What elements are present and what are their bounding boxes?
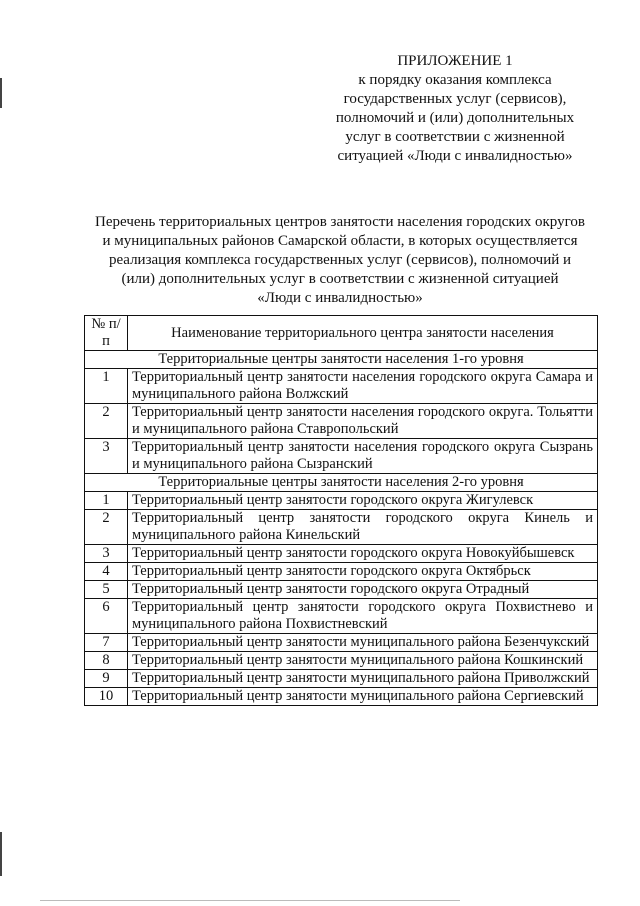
center-name: Территориальный центр занятости населения городского округа Сызрань и муниципального района Сызранский bbox=[128, 439, 598, 474]
table-header-row bbox=[85, 316, 598, 351]
appendix-line: полномочий и (или) дополнительных bbox=[335, 110, 575, 126]
heading-line: (или) дополнительных услуг в соответствии с жизненной ситуацией bbox=[121, 271, 559, 287]
scan-margin-mark bbox=[0, 78, 2, 108]
row-number: 5 bbox=[85, 581, 128, 599]
row-number: 7 bbox=[85, 634, 128, 652]
appendix-line: ситуацией «Люди с инвалидностью» bbox=[337, 148, 573, 164]
section-header-row bbox=[85, 474, 598, 492]
center-name: Территориальный центр занятости городского округа Кинель и муниципального района Кинельский bbox=[128, 510, 598, 545]
row-number: 1 bbox=[85, 492, 128, 510]
scan-margin-mark bbox=[0, 832, 2, 876]
table-row bbox=[85, 652, 598, 670]
appendix-title: ПРИЛОЖЕНИЕ 1 bbox=[397, 53, 513, 69]
section-title: Территориальные центры занятости населения 2-го уровня bbox=[85, 474, 598, 492]
table-row bbox=[85, 563, 598, 581]
table-row bbox=[85, 369, 598, 404]
heading-line: реализация комплекса государственных услуг (сервисов), полномочий и bbox=[108, 252, 572, 268]
row-number: 10 bbox=[85, 688, 128, 706]
row-number: 3 bbox=[85, 545, 128, 563]
center-name: Территориальный центр занятости городского округа Октябрьск bbox=[128, 563, 598, 581]
column-header-name: Наименование территориального центра занятости населения bbox=[128, 316, 598, 351]
heading-line: и муниципальных районов Самарской области, в которых осуществляется bbox=[102, 233, 578, 249]
row-number: 1 bbox=[85, 369, 128, 404]
table-row bbox=[85, 581, 598, 599]
heading-line: Перечень территориальных центров занятости населения городских округов bbox=[95, 214, 585, 230]
column-header-number: № п/п bbox=[85, 316, 128, 351]
centers-table bbox=[84, 315, 598, 706]
table-row bbox=[85, 510, 598, 545]
table-row bbox=[85, 439, 598, 474]
section-header-row bbox=[85, 351, 598, 369]
appendix-line: государственных услуг (сервисов), bbox=[343, 91, 567, 107]
table-row bbox=[85, 492, 598, 510]
row-number: 6 bbox=[85, 599, 128, 634]
center-name: Территориальный центр занятости городского округа Отрадный bbox=[128, 581, 598, 599]
center-name: Территориальный центр занятости муниципального района Безенчукский bbox=[128, 634, 598, 652]
table-row bbox=[85, 404, 598, 439]
row-number: 2 bbox=[85, 404, 128, 439]
center-name: Территориальный центр занятости муниципального района Кошкинский bbox=[128, 652, 598, 670]
table-row bbox=[85, 688, 598, 706]
center-name: Территориальный центр занятости муниципального района Приволжский bbox=[128, 670, 598, 688]
appendix-line: к порядку оказания комплекса bbox=[358, 72, 552, 88]
row-number: 3 bbox=[85, 439, 128, 474]
row-number: 4 bbox=[85, 563, 128, 581]
row-number: 2 bbox=[85, 510, 128, 545]
center-name: Территориальный центр занятости городского округа Новокуйбышевск bbox=[128, 545, 598, 563]
row-number: 9 bbox=[85, 670, 128, 688]
center-name: Территориальный центр занятости городского округа Похвистнево и муниципального района Похвистневский bbox=[128, 599, 598, 634]
appendix-block bbox=[300, 52, 610, 166]
heading-line: «Люди с инвалидностью» bbox=[257, 290, 423, 306]
row-number: 8 bbox=[85, 652, 128, 670]
table-row bbox=[85, 670, 598, 688]
document-heading bbox=[80, 213, 600, 308]
center-name: Территориальный центр занятости муниципального района Сергиевский bbox=[128, 688, 598, 706]
table-row bbox=[85, 634, 598, 652]
section-title: Территориальные центры занятости населения 1-го уровня bbox=[85, 351, 598, 369]
table-row bbox=[85, 599, 598, 634]
center-name: Территориальный центр занятости городского округа Жигулевск bbox=[128, 492, 598, 510]
appendix-line: услуг в соответствии с жизненной bbox=[345, 129, 565, 145]
scan-bottom-rule bbox=[40, 900, 460, 901]
center-name: Территориальный центр занятости населения городского округа. Тольятти и муниципального района Ставропольский bbox=[128, 404, 598, 439]
table-row bbox=[85, 545, 598, 563]
center-name: Территориальный центр занятости населения городского округа Самара и муниципального района Волжский bbox=[128, 369, 598, 404]
